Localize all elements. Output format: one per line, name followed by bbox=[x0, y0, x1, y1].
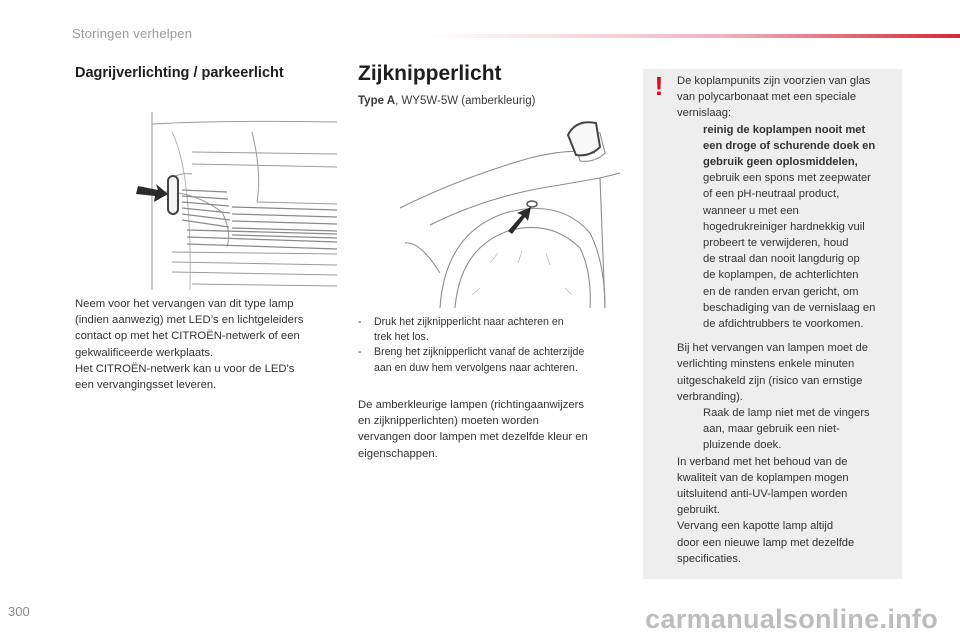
warning-text bbox=[677, 73, 899, 567]
list-item: reinig de koplampen nooit met een droge of schurende doek en gebruik geen oplosmiddelen, bbox=[703, 123, 876, 169]
list-item: Raak de lamp niet met de vingers aan, maar gebruik een niet- pluizende doek. bbox=[703, 407, 870, 452]
warning-intro: De koplampunits zijn voorzien van glas van polycarbonaat met een speciale vernislaag: bbox=[677, 75, 871, 120]
page-number: 300 bbox=[8, 604, 30, 619]
warning-paragraph-uv: In verband met het behoud van de kwaliteit van de koplampen mogen uitsluitend anti-UV-lampen worden gebruikt. Vervang een kapotte lamp altijd door een nieuwe lamp met dezelfde specificaties. bbox=[677, 455, 855, 565]
list-item: - Druk het zijknipperlicht naar achteren en trek het los. bbox=[358, 316, 564, 344]
side-indicator-title: Zijknipperlicht bbox=[358, 62, 502, 85]
bulb-type-line: Type A, WY5W-5W (amberkleurig) bbox=[358, 95, 536, 107]
header-accent-bar bbox=[430, 34, 960, 38]
amber-lamps-paragraph: De amberkleurige lampen (richtingaanwijzers en zijknipperlichten) moeten worden vervangen door lampen met dezelfde kleur en eigenschappen. bbox=[358, 399, 588, 460]
warning-exclamation-icon: ! bbox=[654, 71, 664, 101]
list-item: wanneer u met een hogedrukreiniger hardnekkig vuil probeert te verwijderen, houd de straal dan nooit langdurig op de koplampen, de achterlichten en de randen ervan gericht, om beschadiging van de vernislaag en de afdichtrubbers te voorkomen. bbox=[703, 204, 876, 331]
front-bumper-drl-illustration bbox=[132, 112, 337, 290]
daytime-lights-title: Dagrijverlichting / parkeerlicht bbox=[75, 65, 284, 81]
warning-paragraph-heat: Bij het vervangen van lampen moet de verlichting minstens enkele minuten uitgeschakeld zijn (risico van ernstige verbranding). bbox=[677, 342, 868, 403]
section-header: Storingen verhelpen bbox=[72, 26, 193, 41]
removal-steps bbox=[358, 315, 623, 376]
list-item: - Breng het zijknipperlicht vanaf de achterzijde aan en duw hem vervolgens naar achteren. bbox=[358, 346, 585, 374]
drl-paragraph: Neem voor het vervangen van dit type lamp (indien aanwezig) met LED’s en lichtgeleiders contact op met het CITROËN-netwerk of een gekwalificeerde werkplaats. Het CITROËN-netwerk kan u voor de LED's een vervangingsset leveren. bbox=[75, 298, 304, 392]
watermark: carmanualsonline.info bbox=[645, 604, 938, 634]
list-item: gebruik een spons met zeepwater of een pH-neutraal product, bbox=[703, 172, 871, 201]
side-indicator-illustration bbox=[400, 113, 620, 308]
